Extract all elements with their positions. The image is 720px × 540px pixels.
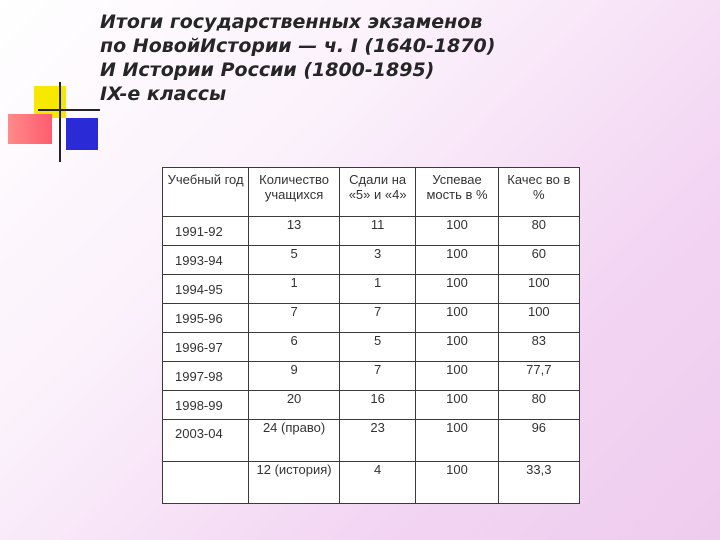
cell-students: 1 xyxy=(249,275,340,304)
cell-quality: 33,3 xyxy=(498,462,579,504)
table-row xyxy=(163,333,580,362)
cell-success: 100 xyxy=(416,275,498,304)
cell-quality: 80 xyxy=(498,391,579,420)
cell-students: 24 (право) xyxy=(249,420,340,462)
cell-year: 1997-98 xyxy=(163,362,249,391)
table-row xyxy=(163,420,580,462)
cell-success: 100 xyxy=(416,391,498,420)
cell-students: 9 xyxy=(249,362,340,391)
decor-vertical-line xyxy=(59,82,61,162)
cell-success: 100 xyxy=(416,217,498,246)
cell-passed: 7 xyxy=(339,304,416,333)
cell-success: 100 xyxy=(416,333,498,362)
cell-passed: 23 xyxy=(339,420,416,462)
header-quality: Качес во в % xyxy=(498,168,579,217)
decor-blue-square xyxy=(66,118,98,150)
decor-horizontal-line xyxy=(38,109,100,111)
cell-year: 1996-97 xyxy=(163,333,249,362)
cell-year: 1995-96 xyxy=(163,304,249,333)
table-row xyxy=(163,246,580,275)
cell-passed: 11 xyxy=(339,217,416,246)
cell-passed: 4 xyxy=(339,462,416,504)
cell-year: 1991-92 xyxy=(163,217,249,246)
cell-passed: 16 xyxy=(339,391,416,420)
table-row xyxy=(163,391,580,420)
slide-title xyxy=(100,10,495,106)
cell-passed: 3 xyxy=(339,246,416,275)
cell-passed: 5 xyxy=(339,333,416,362)
cell-passed: 7 xyxy=(339,362,416,391)
cell-passed: 1 xyxy=(339,275,416,304)
cell-students: 13 xyxy=(249,217,340,246)
header-success-rate: Успевае мость в % xyxy=(416,168,498,217)
header-students: Количество учащихся xyxy=(249,168,340,217)
decor-pink-square xyxy=(8,114,52,144)
cell-quality: 60 xyxy=(498,246,579,275)
title-line-1: Итоги государственных экзаменов xyxy=(100,11,483,33)
title-line-4: IX-е классы xyxy=(100,83,227,105)
cell-success: 100 xyxy=(416,462,498,504)
table-row xyxy=(163,304,580,333)
cell-students: 5 xyxy=(249,246,340,275)
cell-students: 20 xyxy=(249,391,340,420)
header-passed-5-4: Сдали на «5» и «4» xyxy=(339,168,416,217)
cell-success: 100 xyxy=(416,246,498,275)
table-row xyxy=(163,275,580,304)
cell-year: 1994-95 xyxy=(163,275,249,304)
table-row xyxy=(163,462,580,504)
cell-year: 1998-99 xyxy=(163,391,249,420)
cell-year: 1993-94 xyxy=(163,246,249,275)
header-year: Учебный год xyxy=(163,168,249,217)
table-row xyxy=(163,217,580,246)
cell-quality: 96 xyxy=(498,420,579,462)
cell-students: 6 xyxy=(249,333,340,362)
table-row xyxy=(163,362,580,391)
cell-success: 100 xyxy=(416,362,498,391)
cell-quality: 83 xyxy=(498,333,579,362)
cell-success: 100 xyxy=(416,420,498,462)
results-table xyxy=(162,167,580,504)
cell-year xyxy=(163,462,249,504)
cell-students: 12 (история) xyxy=(249,462,340,504)
cell-quality: 80 xyxy=(498,217,579,246)
title-line-3: И Истории России (1800-1895) xyxy=(100,59,435,81)
cell-quality: 100 xyxy=(498,304,579,333)
cell-year: 2003-04 xyxy=(163,420,249,462)
cell-success: 100 xyxy=(416,304,498,333)
cell-students: 7 xyxy=(249,304,340,333)
header-row xyxy=(163,168,580,217)
cell-quality: 77,7 xyxy=(498,362,579,391)
cell-quality: 100 xyxy=(498,275,579,304)
title-line-2: по НовойИстории — ч. I (1640-1870) xyxy=(100,35,496,57)
